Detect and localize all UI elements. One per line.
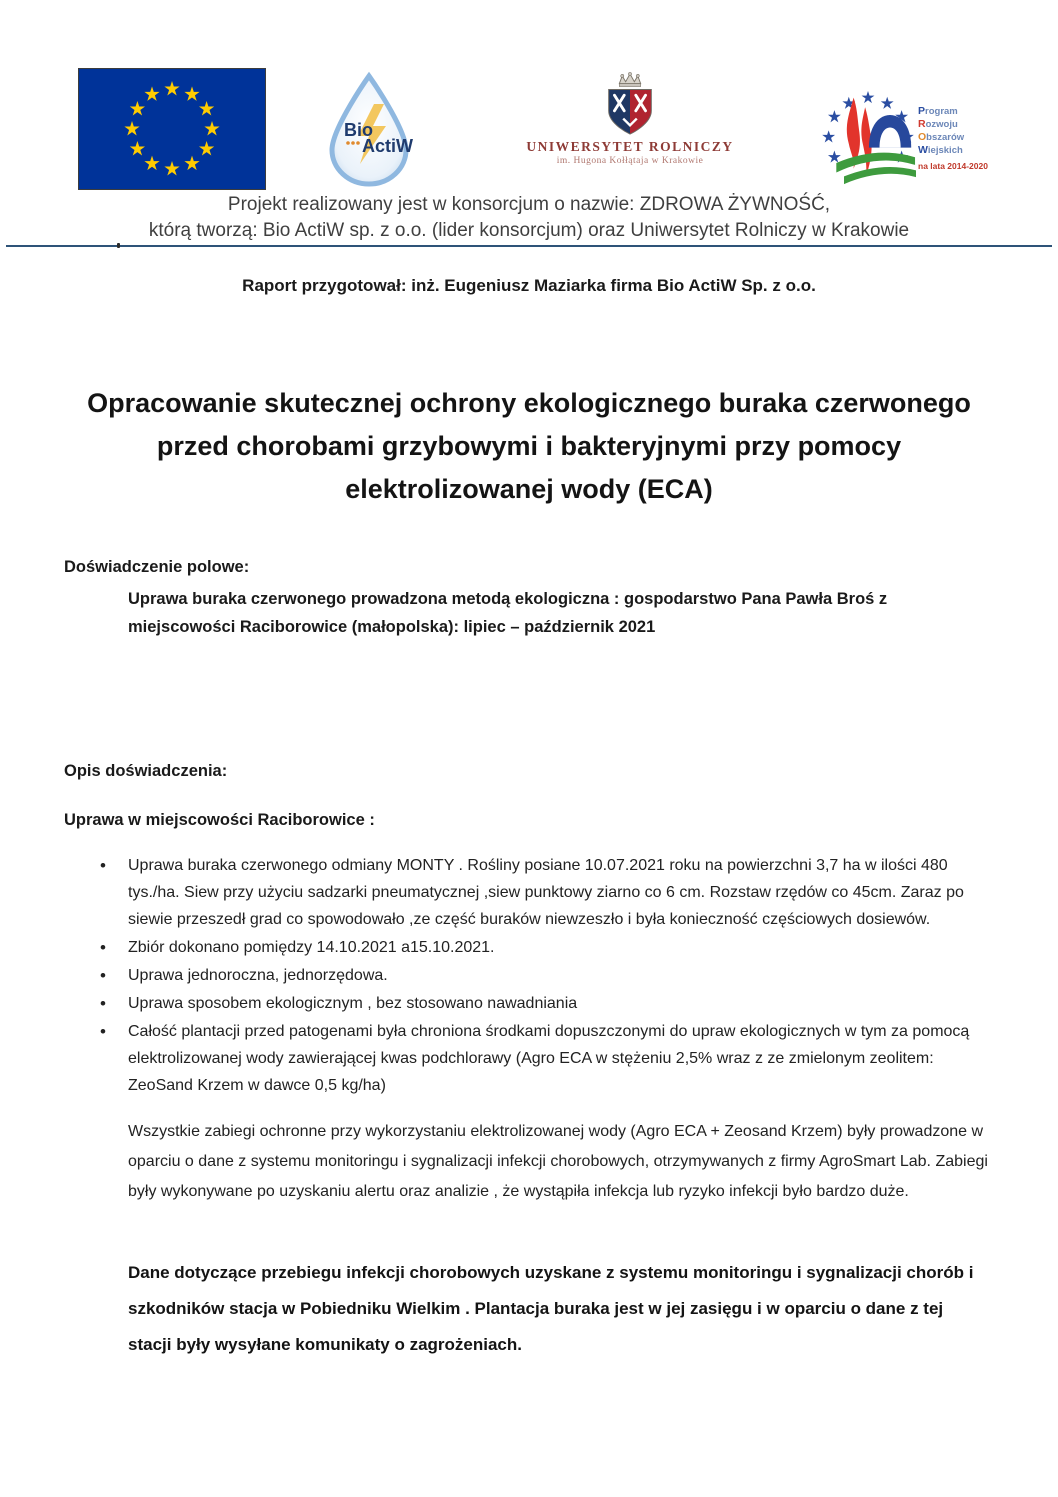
list-item: • Zbiór dokonano pomiędzy 14.10.2021 a15.10.2021. — [128, 934, 994, 961]
page-title: Opracowanie skutecznej ochrony ekologicznego buraka czerwonego przed chorobami grzybowymi i bakteryjnymi przy pomocy elektrolizowanej wody (ECA) — [87, 388, 971, 504]
infection-data-paragraph: Dane dotyczące przebiegu infekcji chorobowych uzyskane z systemu monitoringu i sygnalizacji chorób i szkodników stacja w Pobiedniku Wielkim . Plantacja buraka jest w jej zasięgu i w oparciu o dane z tej stacji były wysyłane komunikaty o zagrożeniach. — [128, 1263, 974, 1354]
field-experiment-body: Uprawa buraka czerwonego prowadzona metodą ekologiczna : gospodarstwo Pana Pawła Broś z miejscowości Raciborowice (małopolska): lipiec – październik 2021 — [128, 590, 888, 636]
experiment-bullet-list — [64, 852, 994, 1099]
description-heading: Opis doświadczenia: — [64, 762, 228, 780]
university-subtitle: im. Hugona Kołłątaja w Krakowie — [556, 156, 704, 166]
header-divider — [6, 245, 1052, 247]
university-logo — [495, 72, 765, 166]
monitoring-paragraph: Wszystkie zabiegi ochronne przy wykorzystaniu elektrolizowanej wody (Agro ECA + Zeosand Krzem) były prowadzone w oparciu o dane z systemu monitoringu i sygnalizacji infekcji chorobowych, otrzymywanych z firmy AgroSmart Lab. Zabiegi były wykonywane po uzyskaniu alertu oraz analizie , że wystąpiła infekcja lub ryzyko infekcji było bardzo duże. — [128, 1123, 988, 1200]
prow-word-rozwoju: ozwoju — [925, 118, 958, 130]
prow-word-program: rogram — [925, 105, 958, 117]
report-author-line: Raport przygotował: inż. Eugeniusz Maziarka firma Bio ActiW Sp. z o.o. — [242, 276, 816, 295]
consortium-caption-line1: Projekt realizowany jest w konsorcjum o nazwie: ZDROWA ŻYWNOŚĆ, — [227, 194, 831, 215]
prow-emblem-icon — [796, 86, 916, 190]
stray-mark — [117, 243, 120, 248]
location-heading: Uprawa w miejscowości Raciborowice : — [64, 811, 375, 829]
prow-initial-w: W — [918, 143, 928, 156]
bioactiw-drop-icon — [316, 70, 422, 188]
prow-years: na lata 2014-2020 — [918, 160, 988, 171]
list-item: • Uprawa jednoroczna, jednorzędowa. — [128, 962, 994, 989]
prow-word-wiejskich: iejskich — [927, 144, 963, 156]
university-crest-icon — [591, 72, 669, 136]
prow-logo — [796, 86, 1002, 190]
eu-flag-icon — [78, 68, 266, 190]
prow-initial-o: O — [918, 130, 927, 143]
prow-word-obszarow: bszarów — [926, 131, 965, 143]
bioactiw-text-bio: Bio — [344, 120, 373, 140]
list-item: • Uprawa sposobem ekologicznym , bez stosowano nawadniania — [128, 990, 994, 1017]
bioactiw-text-actiw: ActiW — [362, 136, 413, 156]
list-item: • Całość plantacji przed patogenami była chroniona środkami dopuszczonymi do upraw ekologicznych w tym za pomocą elektrolizowanej wody zawierającej kwas podchlorawy (Agro ECA w stężeniu 2,5% wraz z ze zmielonym zeolitem: ZeoSand Krzem w dawce 0,5 kg/ha) — [128, 1018, 994, 1099]
prow-initial-p: P — [918, 104, 926, 117]
consortium-caption-line2: którą tworzą: Bio ActiW sp. z o.o. (lider konsorcjum) oraz Uniwersytet Rolniczy w Krakowie — [148, 220, 910, 241]
list-item: • Uprawa buraka czerwonego odmiany MONTY . Rośliny posiane 10.07.2021 roku na powierzchni 3,7 ha w ilości 480 tys./ha. Siew przy użyciu sadzarki pneumatycznej ,siew punktowy ziarno co 6 cm. Rozstaw rzędów co 45cm. Zaraz po siewie przeszedł grad co spowodowało ,ze część buraków niewzeszło i była konieczność częściowych dosiewów. — [128, 852, 994, 933]
prow-text — [918, 105, 988, 172]
field-experiment-heading: Doświadczenie polowe: — [64, 558, 250, 576]
university-name: UNIWERSYTET ROLNICZY — [526, 139, 734, 154]
document-body — [64, 382, 994, 1363]
prow-initial-r: R — [918, 117, 926, 130]
